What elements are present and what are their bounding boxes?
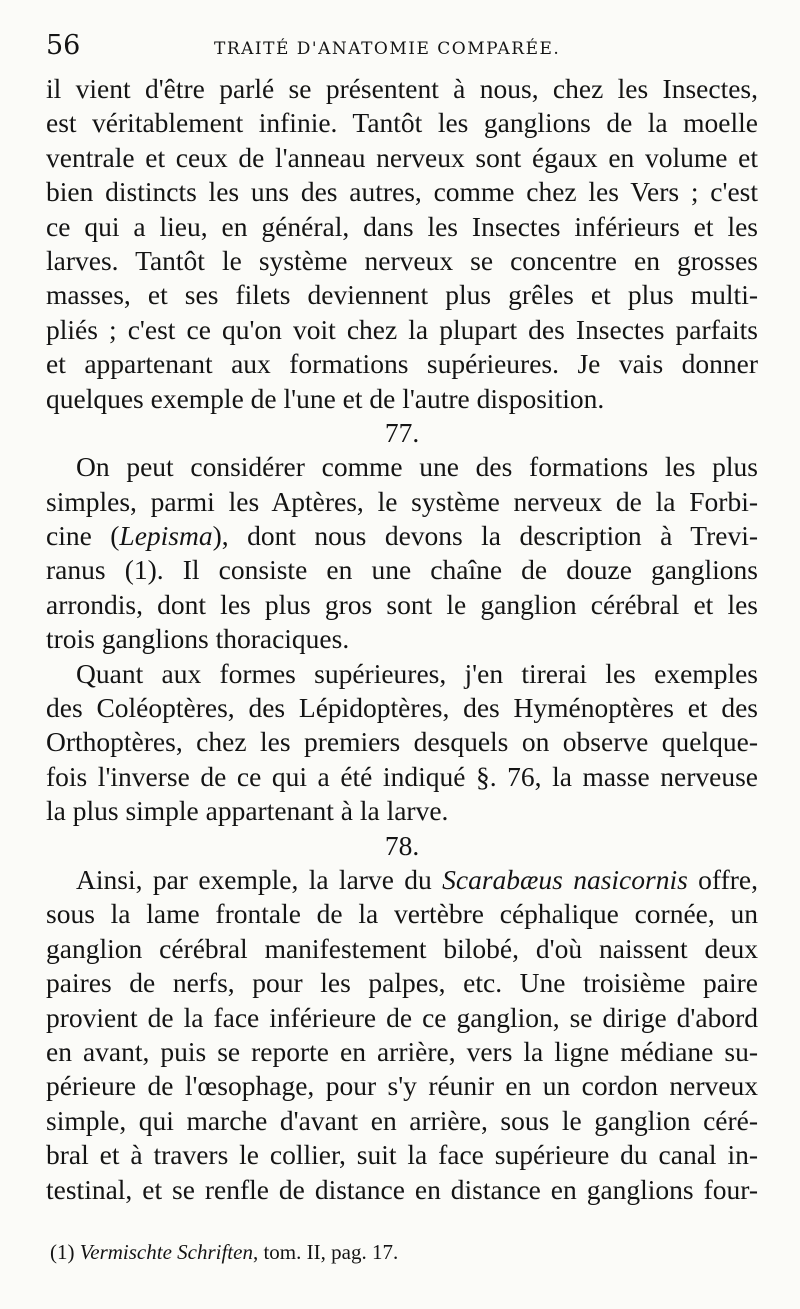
footnote-reference: , tom. II, pag. 17. <box>252 1240 399 1264</box>
text-line: périeure de l'œsophage, pour s'y réunir en un cordon nerveux <box>46 1070 758 1102</box>
text-segment: cine ( <box>46 520 120 552</box>
text-line: testinal, et se renfle de distance en distance en ganglions four- <box>46 1173 758 1205</box>
text-line: quelques exemple de l'une et de l'autre disposition. <box>46 382 605 414</box>
text-line: ranus (1). Il consiste en une chaîne de douze ganglions <box>46 554 758 586</box>
text-line: provient de la face inférieure de ce ganglion, se dirige d'abord <box>46 1001 758 1033</box>
section-number: 77. <box>384 416 420 448</box>
text-line: bral et à travers le collier, suit la face supérieure du canal in- <box>46 1139 758 1171</box>
running-title: TRAITÉ D'ANATOMIE COMPARÉE. <box>214 39 561 59</box>
italic-term: Scarabæus nasicornis <box>442 863 688 895</box>
text-line: arrondis, dont les plus gros sont le ganglion cérébral et les <box>46 588 758 620</box>
text-line: simple, qui marche d'avant en arrière, sous le ganglion céré- <box>46 1104 758 1136</box>
text-line: bien distincts les uns des autres, comme chez les Vers ; c'est <box>46 176 758 208</box>
text-line-with-italic <box>46 863 758 897</box>
text-line: ce qui a lieu, en général, dans les Insectes inférieurs et les <box>46 210 758 242</box>
text-line: il vient d'être parlé se présentent à nous, chez les Insectes, <box>46 73 758 104</box>
text-line: est véritablement infinie. Tantôt les ganglions de la moelle <box>46 107 758 139</box>
text-line: larves. Tantôt le système nerveux se concentre en grosses <box>46 244 758 276</box>
text-line-with-italic <box>46 519 758 553</box>
text-line: masses, et ses filets deviennent plus grêles et plus multi- <box>46 279 758 311</box>
footnote-title: Vermischte Schriften <box>79 1240 253 1264</box>
footnote <box>50 1240 398 1265</box>
text-line: en avant, puis se reporte en arrière, vers la ligne médiane su- <box>46 1035 758 1067</box>
text-line: trois ganglions thoraciques. <box>46 623 350 655</box>
text-line: et appartenant aux formations supérieures. Je vais donner <box>46 348 758 380</box>
text-segment: ), dont nous devons la description à Trevi- <box>212 520 758 552</box>
text-line: simples, parmi les Aptères, le système nerveux de la Forbi- <box>46 485 758 517</box>
text-line: Orthoptères, chez les premiers desquels on observe quelque- <box>46 726 758 758</box>
text-line: Quant aux formes supérieures, j'en tirerai les exemples <box>76 657 758 689</box>
text-line: paires de nerfs, pour les palpes, etc. Une troisième paire <box>46 967 758 999</box>
text-line: pliés ; c'est ce qu'on voit chez la plupart des Insectes parfaits <box>46 313 758 345</box>
section-number: 78. <box>384 829 420 861</box>
page-number: 56 <box>46 30 81 61</box>
text-line: la plus simple appartenant à la larve. <box>46 795 449 827</box>
text-segment: offre, <box>687 863 758 895</box>
page-header <box>46 30 756 68</box>
footnote-marker: (1) <box>50 1240 80 1264</box>
italic-term: Lepisma <box>119 520 213 552</box>
text-line: des Coléoptères, des Lépidoptères, des Hyménoptères et des <box>46 692 758 724</box>
text-line: ganglion cérébral manifestement bilobé, d'où naissent deux <box>46 932 758 964</box>
text-line: fois l'inverse de ce qui a été indiqué §. 76, la masse nerveuse <box>46 760 758 792</box>
text-line: sous la lame frontale de la vertèbre céphalique cornée, un <box>46 898 758 930</box>
text-line: On peut considérer comme une des formations les plus <box>76 451 758 483</box>
body-text <box>46 72 758 1207</box>
text-line: ventrale et ceux de l'anneau nerveux sont égaux en volume et <box>46 141 758 173</box>
text-segment: Ainsi, par exemple, la larve du <box>76 863 443 895</box>
